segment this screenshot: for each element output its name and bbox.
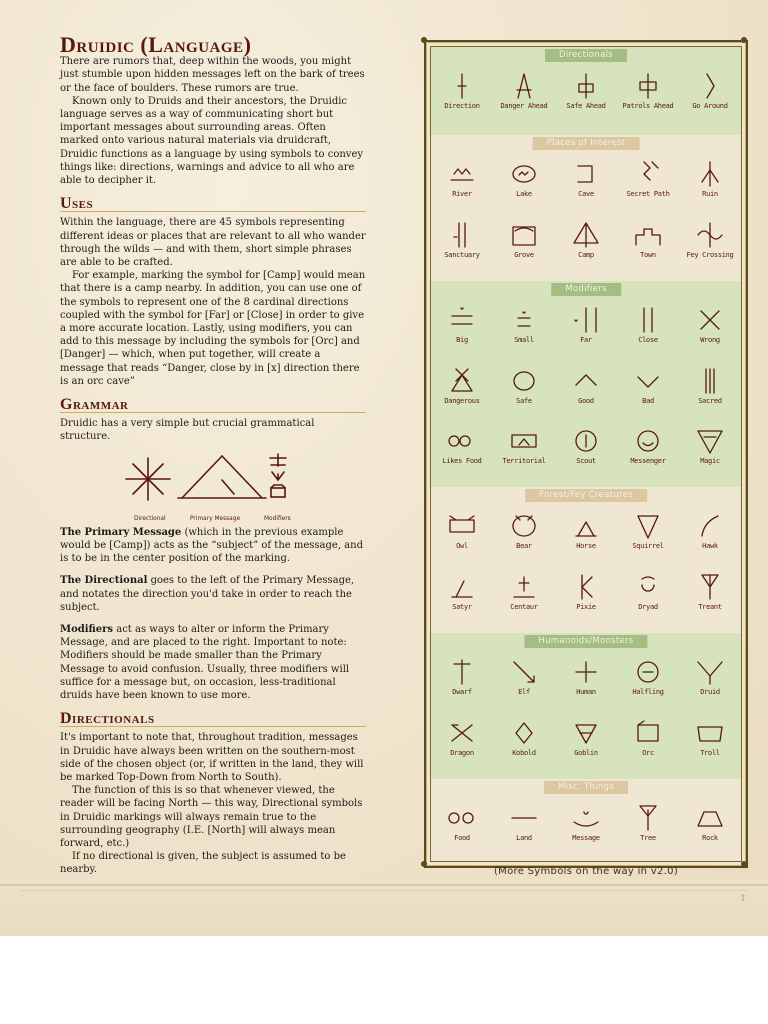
symbol-troll <box>679 718 741 779</box>
pixie-glyph-icon <box>571 572 601 602</box>
symbol-go-around <box>679 71 741 135</box>
symbol-label: Owl <box>456 542 468 550</box>
symbol-dangerous <box>431 366 493 427</box>
town-glyph-icon <box>633 220 663 250</box>
symbol-dwarf <box>431 657 493 718</box>
symbol-label: Wrong <box>700 336 720 344</box>
symbol-rock <box>679 803 741 862</box>
symbol-label: Lake <box>516 190 532 198</box>
panel-corner-ornament <box>741 37 747 43</box>
symbol-label: Secret Path <box>626 190 670 198</box>
section-title-directionals: Directionals <box>545 49 627 62</box>
land-glyph-icon <box>509 803 539 833</box>
symbol-small <box>493 305 555 366</box>
directionals-heading: Directionals <box>60 712 366 727</box>
symbol-label: Elf <box>518 688 530 696</box>
page-number: 1 <box>740 894 746 904</box>
symbol-grid-modifiers <box>431 305 741 487</box>
symbol-label: Camp <box>578 251 594 259</box>
symbol-label: Bad <box>642 396 654 405</box>
directional-paragraph <box>60 574 366 614</box>
symbol-hawk <box>679 511 741 572</box>
left-column <box>60 32 366 877</box>
section-title-modifiers: Modifiers <box>551 283 621 296</box>
symbol-close <box>617 305 679 366</box>
symbol-label: Satyr <box>452 603 472 611</box>
likes-food-glyph-icon <box>447 426 477 456</box>
symbol-squirrel <box>617 511 679 572</box>
symbol-dryad <box>617 572 679 633</box>
symbol-label: Pixie <box>576 603 596 611</box>
symbol-label: Sacred <box>698 396 722 405</box>
symbol-label: Territorial <box>502 457 546 466</box>
modifiers-term: Modifiers <box>60 623 114 635</box>
symbols-panel <box>424 40 748 868</box>
camp-glyph-icon <box>571 220 601 250</box>
symbol-label: Danger Ahead <box>500 102 548 110</box>
grammar-paragraph: Druidic has a very simple but crucial grammatical structure. <box>60 418 315 443</box>
symbol-label: Tree <box>640 834 656 842</box>
symbol-label: Dryad <box>638 603 658 611</box>
symbols-panel-inner <box>430 46 742 862</box>
symbol-label: River <box>452 190 472 198</box>
symbol-message <box>555 803 617 862</box>
kobold-glyph-icon <box>509 718 539 748</box>
symbol-label: Treant <box>698 603 722 611</box>
small-glyph-icon <box>509 305 539 335</box>
big-glyph-icon <box>447 305 477 335</box>
section-title-creatures: Forest/Fey Creatures <box>525 489 647 502</box>
sanctuary-glyph-icon <box>447 220 477 250</box>
symbol-label: Direction <box>444 102 480 110</box>
symbol-human <box>555 657 617 718</box>
symbol-label: Close <box>638 336 658 344</box>
section-modifiers <box>431 281 741 487</box>
symbol-label: Scout <box>576 457 596 466</box>
symbol-town <box>617 220 679 281</box>
primary-message-term: The Primary Message <box>60 526 182 538</box>
symbol-label: Druid <box>700 688 720 696</box>
symbol-label: Dwarf <box>452 688 472 696</box>
symbol-halfling <box>617 657 679 718</box>
symbol-scout <box>555 426 617 487</box>
section-title-misc: Misc. Things <box>544 781 628 794</box>
halfling-glyph-icon <box>633 657 663 687</box>
messenger-glyph-icon <box>633 426 663 456</box>
symbol-label: Patrols Ahead <box>622 102 674 110</box>
symbol-bad <box>617 366 679 427</box>
page-footer <box>0 880 768 936</box>
lake-glyph-icon <box>509 159 539 189</box>
footer-divider-thin <box>20 890 748 891</box>
scout-glyph-icon <box>571 426 601 456</box>
patrols-ahead-glyph-icon <box>633 71 663 101</box>
symbol-label: Big <box>456 336 468 344</box>
message-glyph-icon <box>571 803 601 833</box>
grammar-diagram <box>60 450 366 514</box>
symbol-label: Halfling <box>632 688 664 696</box>
symbol-river <box>431 159 493 220</box>
symbol-label: Good <box>578 396 594 405</box>
secret-path-glyph-icon <box>633 159 663 189</box>
section-humanoids <box>431 633 741 779</box>
symbol-horse <box>555 511 617 572</box>
hawk-glyph-icon <box>695 511 725 541</box>
symbol-grid-creatures <box>431 511 741 633</box>
grove-glyph-icon <box>509 220 539 250</box>
modifiers-paragraph <box>60 623 366 702</box>
symbol-kobold <box>493 718 555 779</box>
symbol-wrong <box>679 305 741 366</box>
elf-glyph-icon <box>509 657 539 687</box>
symbol-label: Bear <box>516 542 532 550</box>
symbol-grove <box>493 220 555 281</box>
symbol-bear <box>493 511 555 572</box>
food-glyph-icon <box>447 803 477 833</box>
symbol-label: Town <box>640 251 656 259</box>
go-around-glyph-icon <box>695 71 725 101</box>
symbol-sanctuary <box>431 220 493 281</box>
symbol-orc <box>617 718 679 779</box>
symbol-sacred <box>679 366 741 427</box>
goblin-glyph-icon <box>571 718 601 748</box>
far-glyph-icon <box>571 305 601 335</box>
squirrel-glyph-icon <box>633 511 663 541</box>
troll-glyph-icon <box>695 718 725 748</box>
symbol-label: Messenger <box>630 457 666 466</box>
magic-glyph-icon <box>695 426 725 456</box>
uses-paragraph-1: Within the language, there are 45 symbols representing different ideas or places that are relevant to all who wander through the wilds — and with them, short simple phrases are able to be crafted. <box>60 217 366 269</box>
symbol-label: Rock <box>702 834 718 842</box>
symbol-label: Safe <box>516 396 532 405</box>
symbol-danger-ahead <box>493 71 555 135</box>
symbol-pixie <box>555 572 617 633</box>
dragon-glyph-icon <box>447 718 477 748</box>
symbol-label: Squirrel <box>632 542 664 550</box>
druid-glyph-icon <box>695 657 725 687</box>
symbol-label: Safe Ahead <box>566 102 606 110</box>
symbol-label: Food <box>454 834 470 842</box>
directionals-paragraph-1: It's important to note that, throughout tradition, messages in Druidic have always been written on the southern-most side of the chosen object (or, if written in the land, they will be marked Top-Down from North to South). <box>60 732 364 783</box>
directional-text: goes to the left of the Primary Message, and notates the direction you'd take in order to reach the subject. <box>60 575 355 613</box>
cave-glyph-icon <box>571 159 601 189</box>
intro-paragraph-1: There are rumors that, deep within the woods, you might just stumble upon hidden messages left on the bark of trees or the face of boulders. These rumors are true. <box>60 56 365 94</box>
good-glyph-icon <box>571 366 601 396</box>
symbol-messenger <box>617 426 679 487</box>
symbol-label: Horse <box>576 542 596 550</box>
symbol-fey-crossing <box>679 220 741 281</box>
symbol-label: Message <box>572 834 600 842</box>
symbol-label: Orc <box>642 749 654 757</box>
symbol-far <box>555 305 617 366</box>
intro-paragraph-2: Known only to Druids and their ancestors, the Druidic language serves as a way of communicating short but important messages about surrounding areas. Often marked onto various natural materials via druidcraft, Druidic functions as a language by using symbols to convey things like: directions, warnings and advice to all who are able to decipher it. <box>60 95 364 187</box>
bad-glyph-icon <box>633 366 663 396</box>
owl-glyph-icon <box>447 511 477 541</box>
symbol-good <box>555 366 617 427</box>
section-creatures <box>431 487 741 633</box>
symbol-camp <box>555 220 617 281</box>
direction-glyph-icon <box>447 71 477 101</box>
orc-glyph-icon <box>633 718 663 748</box>
panel-corner-ornament <box>421 37 427 43</box>
danger-ahead-glyph-icon <box>509 71 539 101</box>
symbol-tree <box>617 803 679 862</box>
footer-divider <box>0 884 768 886</box>
symbol-land <box>493 803 555 862</box>
dangerous-glyph-icon <box>447 366 477 396</box>
section-title-places: Places of Interest <box>533 137 640 150</box>
centaur-glyph-icon <box>509 572 539 602</box>
symbol-label: Troll <box>700 749 720 757</box>
symbol-label: Far <box>580 336 592 344</box>
section-title-humanoids: Humanoids/Monsters <box>524 635 647 648</box>
symbol-elf <box>493 657 555 718</box>
symbol-safe-ahead <box>555 71 617 135</box>
ruin-glyph-icon <box>695 159 725 189</box>
symbol-label: Fey Crossing <box>686 251 734 259</box>
grammar-figure <box>60 450 366 522</box>
primary-message-paragraph <box>60 526 366 566</box>
rock-glyph-icon <box>695 803 725 833</box>
symbol-big <box>431 305 493 366</box>
grammar-heading: Grammar <box>60 398 366 413</box>
symbol-label: Human <box>576 688 596 696</box>
symbol-label: Grove <box>514 251 534 259</box>
more-symbols-note: (More Symbols on the way in v2.0) <box>493 866 679 877</box>
river-glyph-icon <box>447 159 477 189</box>
symbol-label: Hawk <box>702 542 718 550</box>
symbol-patrols-ahead <box>617 71 679 135</box>
figure-label-primary: Primary Message <box>190 513 241 522</box>
modifiers-text: act as ways to alter or inform the Primary Message, and are placed to the right. Important to note: Modifiers should be made smaller than the Primary Message to avoid confusion. Usually, three modifiers will suffice for a message but, on occasion, less-traditional druids have been known to use more. <box>60 623 350 701</box>
symbol-grid-directionals <box>431 71 741 135</box>
symbol-ruin <box>679 159 741 220</box>
page-title: Druidic (Language) <box>60 32 252 57</box>
symbol-territorial <box>493 426 555 487</box>
symbol-goblin <box>555 718 617 779</box>
symbol-owl <box>431 511 493 572</box>
symbol-magic <box>679 426 741 487</box>
uses-heading: Uses <box>60 197 366 212</box>
human-glyph-icon <box>571 657 601 687</box>
symbol-label: Centaur <box>510 603 538 611</box>
symbol-dragon <box>431 718 493 779</box>
sacred-glyph-icon <box>695 366 725 396</box>
primary-message-text: (which in the previous example would be [Camp]) acts as the “subject” of the message, and is to be in the center position of the marking. <box>60 526 363 565</box>
symbol-label: Cave <box>578 190 594 198</box>
symbol-label: Land <box>516 834 532 842</box>
tree-glyph-icon <box>633 803 663 833</box>
symbol-satyr <box>431 572 493 633</box>
symbol-cave <box>555 159 617 220</box>
symbol-label: Dragon <box>450 749 474 757</box>
symbol-label: Dangerous <box>444 396 480 405</box>
symbol-safe <box>493 366 555 427</box>
symbol-label: Sanctuary <box>444 251 480 259</box>
symbol-label: Ruin <box>702 190 718 198</box>
symbol-likes-food <box>431 426 493 487</box>
symbol-grid-humanoids <box>431 657 741 779</box>
safe-glyph-icon <box>509 366 539 396</box>
symbol-secret-path <box>617 159 679 220</box>
dryad-glyph-icon <box>633 572 663 602</box>
bear-glyph-icon <box>509 511 539 541</box>
satyr-glyph-icon <box>447 572 477 602</box>
symbol-treant <box>679 572 741 633</box>
directionals-paragraph-3: If no directional is given, the subject is assumed to be nearby. <box>60 851 346 876</box>
symbol-direction <box>431 71 493 135</box>
figure-label-modifiers: Modifiers <box>264 513 291 522</box>
symbol-grid-misc <box>431 803 741 862</box>
symbol-druid <box>679 657 741 718</box>
section-directionals <box>431 47 741 135</box>
symbol-label: Go Around <box>692 102 728 110</box>
close-glyph-icon <box>633 305 663 335</box>
symbol-label: Small <box>514 336 534 344</box>
territorial-glyph-icon <box>509 426 539 456</box>
symbol-label: Kobold <box>512 749 536 757</box>
dwarf-glyph-icon <box>447 657 477 687</box>
section-places <box>431 135 741 281</box>
symbol-label: Goblin <box>574 749 598 757</box>
fey-crossing-glyph-icon <box>695 220 725 250</box>
symbol-food <box>431 803 493 862</box>
symbol-grid-places <box>431 159 741 281</box>
directionals-paragraph-2: The function of this is so that whenever viewed, the reader will be facing North — this way, Directional symbols in Druidic markings will always remain true to the surrounding geography (I.E. [North] will always mean forward, etc.) <box>60 785 363 849</box>
symbol-label: Magic <box>700 457 720 466</box>
figure-label-directional: Directional <box>134 513 166 522</box>
section-misc <box>431 779 741 862</box>
wrong-glyph-icon <box>695 305 725 335</box>
symbol-lake <box>493 159 555 220</box>
treant-glyph-icon <box>695 572 725 602</box>
symbol-label: Likes Food <box>442 457 482 466</box>
directional-term: The Directional <box>60 575 148 587</box>
symbol-centaur <box>493 572 555 633</box>
horse-glyph-icon <box>571 511 601 541</box>
safe-ahead-glyph-icon <box>571 71 601 101</box>
uses-paragraph-2: For example, marking the symbol for [Camp] would mean that there is a camp nearby. In addition, you can use one of the symbols to represent one of the 8 cardinal directions coupled with the symbol for [Far] or [Close] in order to give a more accurate location. Lastly, using modifiers, you can add to this message by including the symbols for [Orc] and [Danger] — which, when put together, will create a message that reads “Danger, close by in [x] direction there is an orc cave” <box>60 270 366 387</box>
